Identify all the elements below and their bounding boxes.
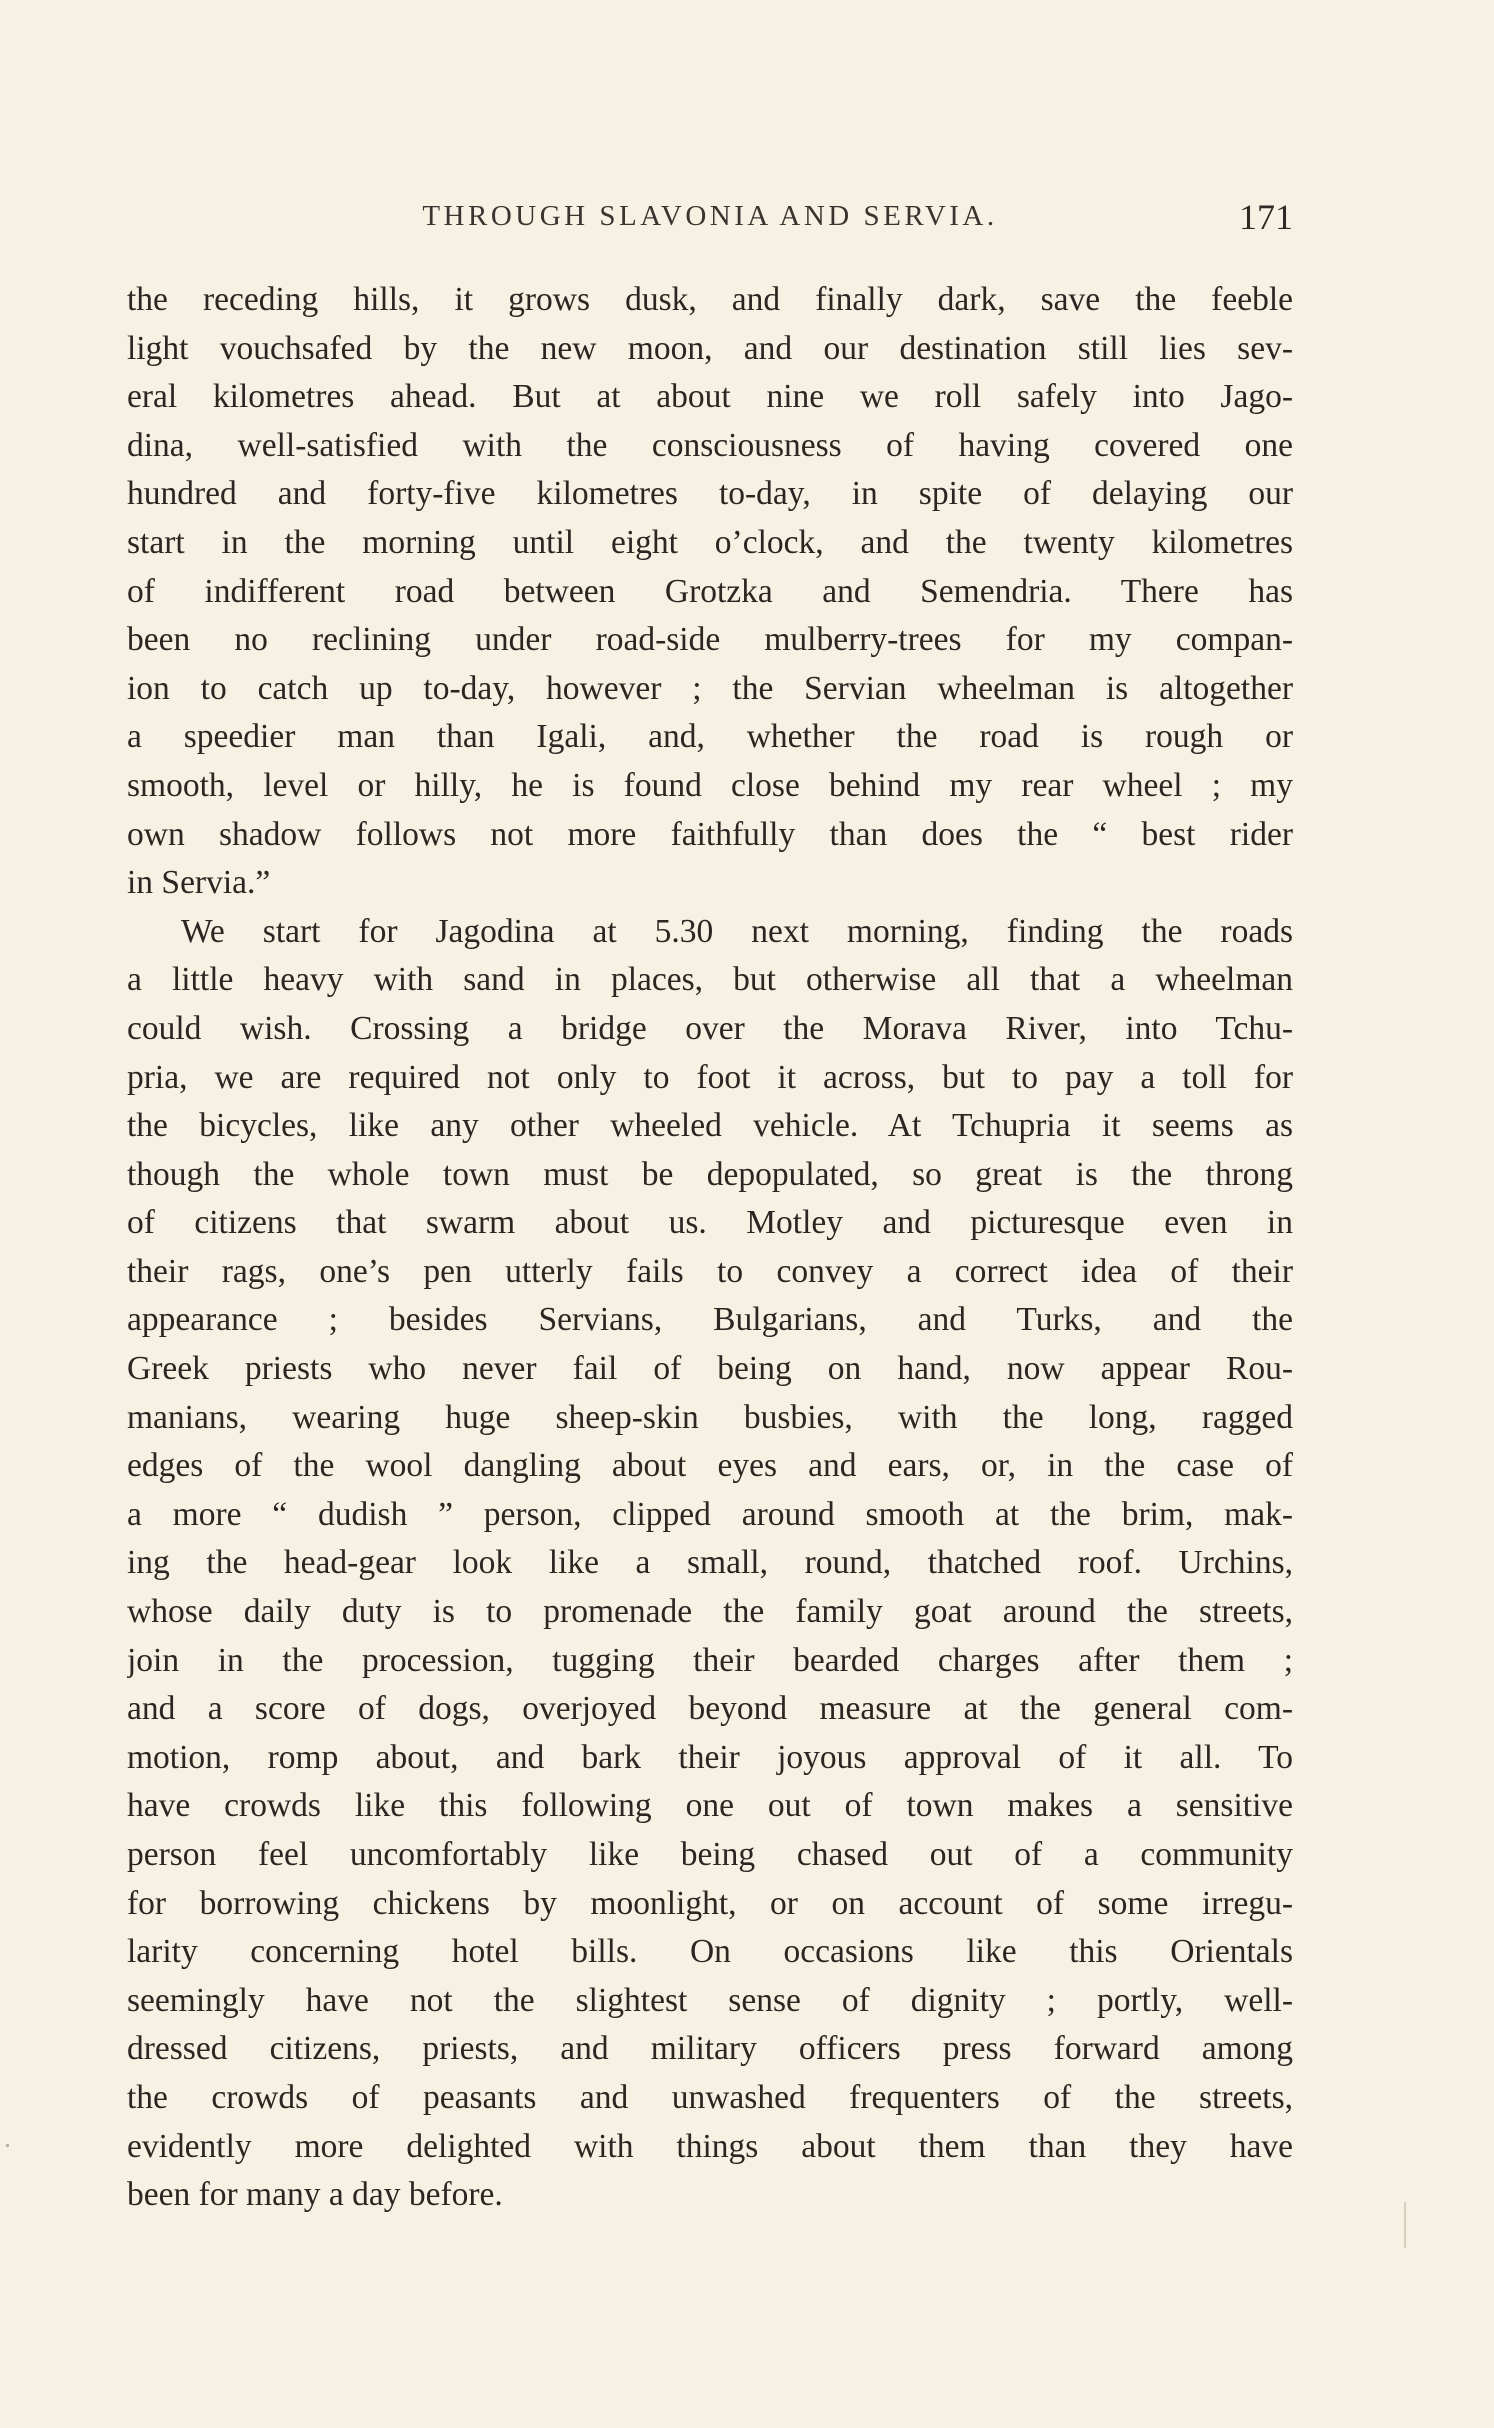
text-line: motion, romp about, and bark their joyous approval of it all. To (127, 1738, 1293, 1776)
text-line: been no reclining under road-side mulberry-trees for my compan- (127, 621, 1293, 659)
text-line: the receding hills, it grows dusk, and finally dark, save the feeble (127, 281, 1293, 318)
text-line: light vouchsafed by the new moon, and our destination still lies sev- (127, 329, 1293, 367)
text-line: edges of the wool dangling about eyes and ears, or, in the case of (127, 1447, 1293, 1485)
text-line: whose daily duty is to promenade the family goat around the streets, (127, 1593, 1293, 1631)
text-line: start in the morning until eight o’clock, and the twenty kilometres (127, 523, 1293, 561)
text-line: join in the procession, tugging their bearded charges after them ; (127, 1641, 1293, 1679)
text-line: smooth, level or hilly, he is found close behind my rear wheel ; my (127, 766, 1293, 804)
text-line: larity concerning hotel bills. On occasions like this Orientals (127, 1933, 1293, 1971)
text-line: of indifferent road between Grotzka and Semendria. There has (127, 572, 1293, 610)
page-edge-mark (1404, 2202, 1406, 2248)
text-line: dressed citizens, priests, and military officers press forward among (127, 2030, 1293, 2068)
text-line: though the whole town must be depopulated, so great is the throng (127, 1155, 1293, 1193)
text-line: Greek priests who never fail of being on hand, now appear Rou- (127, 1350, 1293, 1388)
text-line: been for many a day before. (127, 2176, 503, 2214)
page-number: 171 (1239, 197, 1293, 237)
text-line: person feel uncomfortably like being chased out of a community (127, 1836, 1293, 1873)
text-line: a more “ dudish ” person, clipped around smooth at the brim, mak- (127, 1495, 1293, 1533)
running-title: THROUGH SLAVONIA AND SERVIA. (422, 200, 998, 232)
text-line: of citizens that swarm about us. Motley and picturesque even in (127, 1204, 1293, 1242)
running-head (127, 196, 1293, 242)
text-line: ion to catch up to-day, however ; the Servian wheelman is altogether (127, 669, 1293, 707)
body-text (127, 276, 1293, 2220)
text-line: eral kilometres ahead. But at about nine we roll safely into Jago- (127, 378, 1293, 416)
text-line: seemingly have not the slightest sense of dignity ; portly, well- (127, 1981, 1293, 2019)
text-line: and a score of dogs, overjoyed beyond measure at the general com- (127, 1690, 1293, 1728)
text-line: a little heavy with sand in places, but otherwise all that a wheelman (127, 961, 1293, 999)
text-line: a speedier man than Igali, and, whether the road is rough or (127, 718, 1293, 756)
text-line: for borrowing chickens by moonlight, or on account of some irregu- (127, 1884, 1293, 1922)
scan-speck (6, 2144, 9, 2147)
text-line: pria, we are required not only to foot it across, but to pay a toll for (127, 1058, 1293, 1096)
text-line: ing the head-gear look like a small, round, thatched roof. Urchins, (127, 1544, 1293, 1582)
text-line: their rags, one’s pen utterly fails to convey a correct idea of their (127, 1252, 1293, 1290)
text-line: manians, wearing huge sheep-skin busbies, with the long, ragged (127, 1398, 1293, 1436)
text-line: could wish. Crossing a bridge over the Morava River, into Tchu- (127, 1009, 1293, 1047)
text-line: dina, well-satisfied with the consciousness of having covered one (127, 426, 1293, 464)
text-line: evidently more delighted with things about them than they have (127, 2127, 1293, 2165)
text-line: own shadow follows not more faithfully than does the “ best rider (127, 815, 1293, 853)
text-line: the crowds of peasants and unwashed frequenters of the streets, (127, 2078, 1293, 2116)
text-line: the bicycles, like any other wheeled vehicle. At Tchupria it seems as (127, 1107, 1293, 1145)
text-line: hundred and forty-five kilometres to-day, in spite of delaying our (127, 475, 1293, 513)
text-line: We start for Jagodina at 5.30 next morning, finding the roads (181, 912, 1293, 950)
text-line: appearance ; besides Servians, Bulgarians, and Turks, and the (127, 1301, 1293, 1339)
text-line: in Servia.” (127, 864, 271, 902)
text-line: have crowds like this following one out of town makes a sensitive (127, 1787, 1293, 1825)
